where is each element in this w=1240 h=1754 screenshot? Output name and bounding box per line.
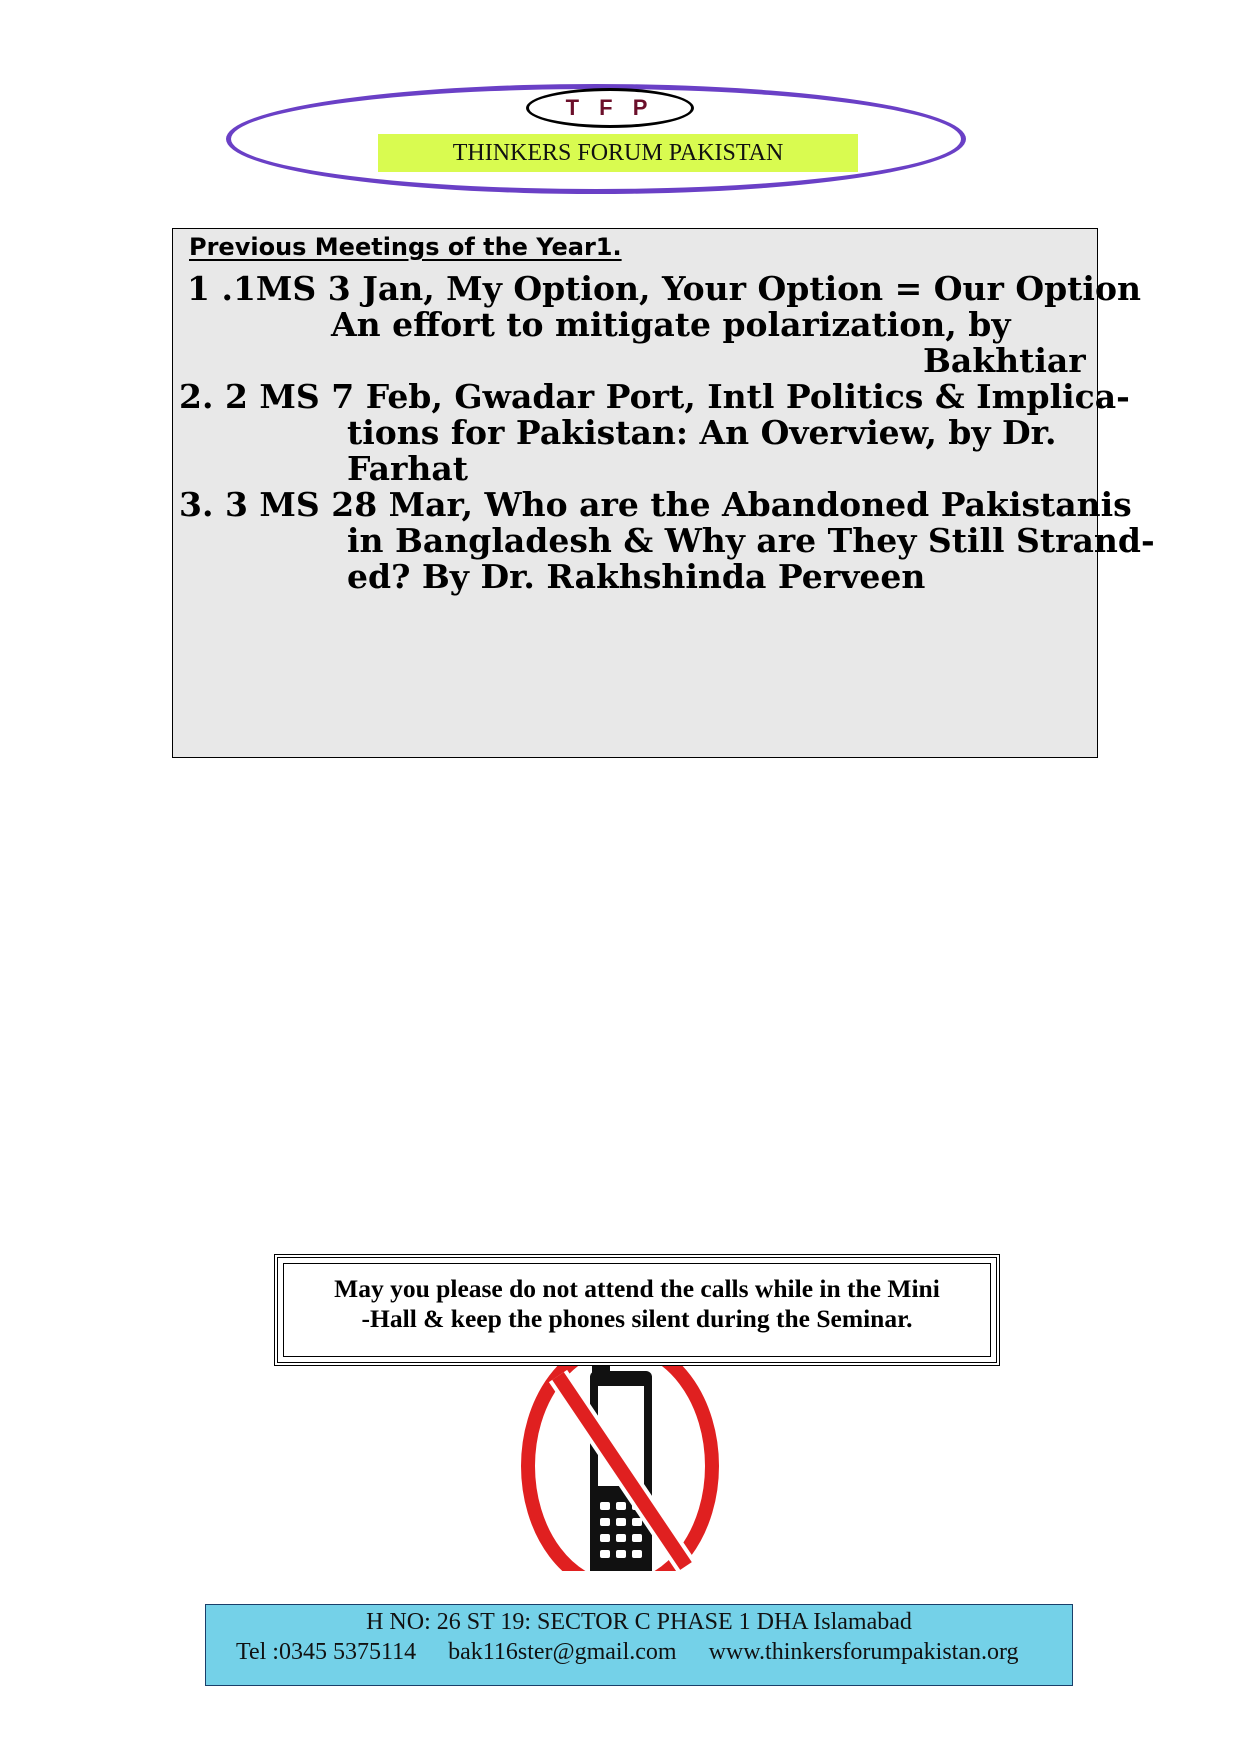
logo-full-text: THINKERS FORUM PAKISTAN	[452, 139, 784, 166]
meeting-line: Farhat	[347, 449, 469, 488]
footer-address: H NO: 26 ST 19: SECTOR C PHASE 1 DHA Islamabad	[366, 1609, 912, 1635]
meeting-line: tions for Pakistan: An Overview, by Dr.	[347, 413, 1057, 452]
previous-meetings-panel	[172, 228, 1155, 758]
logo-short-text: T F P	[565, 95, 655, 120]
phone-notice-box	[274, 1254, 1000, 1366]
logo-title-band	[378, 134, 858, 172]
meeting-line: An effort to mitigate polarization, by	[331, 305, 1011, 344]
meeting-line: Bakhtiar	[923, 341, 1086, 380]
meeting-line: in Bangladesh & Why are They Still Strand-	[347, 521, 1155, 560]
meeting-line: ed? By Dr. Rakhshinda Perveen	[347, 557, 926, 596]
footer-contact-box	[205, 1604, 1073, 1686]
logo-tfp-badge	[526, 88, 694, 128]
no-mobile-phone-icon	[510, 1366, 730, 1571]
footer-tel: Tel :0345 5375114	[236, 1639, 417, 1665]
meeting-line: 1 .1MS 3 Jan, My Option, Your Option = Our Option	[187, 269, 1141, 308]
footer-email[interactable]: bak116ster@gmail.com	[448, 1639, 677, 1665]
meeting-line: 3. 3 MS 28 Mar, Who are the Abandoned Pakistanis	[179, 485, 1132, 524]
meetings-heading: Previous Meetings of the Year1.	[189, 233, 622, 261]
meeting-line: 2. 2 MS 7 Feb, Gwadar Port, Intl Politics & Implica-	[179, 377, 1130, 416]
footer-website[interactable]: www.thinkersforumpakistan.org	[708, 1639, 1019, 1665]
footer-contact-line	[236, 1639, 1019, 1666]
notice-line-2: -Hall & keep the phones silent during the Seminar.	[361, 1304, 913, 1333]
notice-line-1: May you please do not attend the calls while in the Mini	[334, 1274, 940, 1303]
